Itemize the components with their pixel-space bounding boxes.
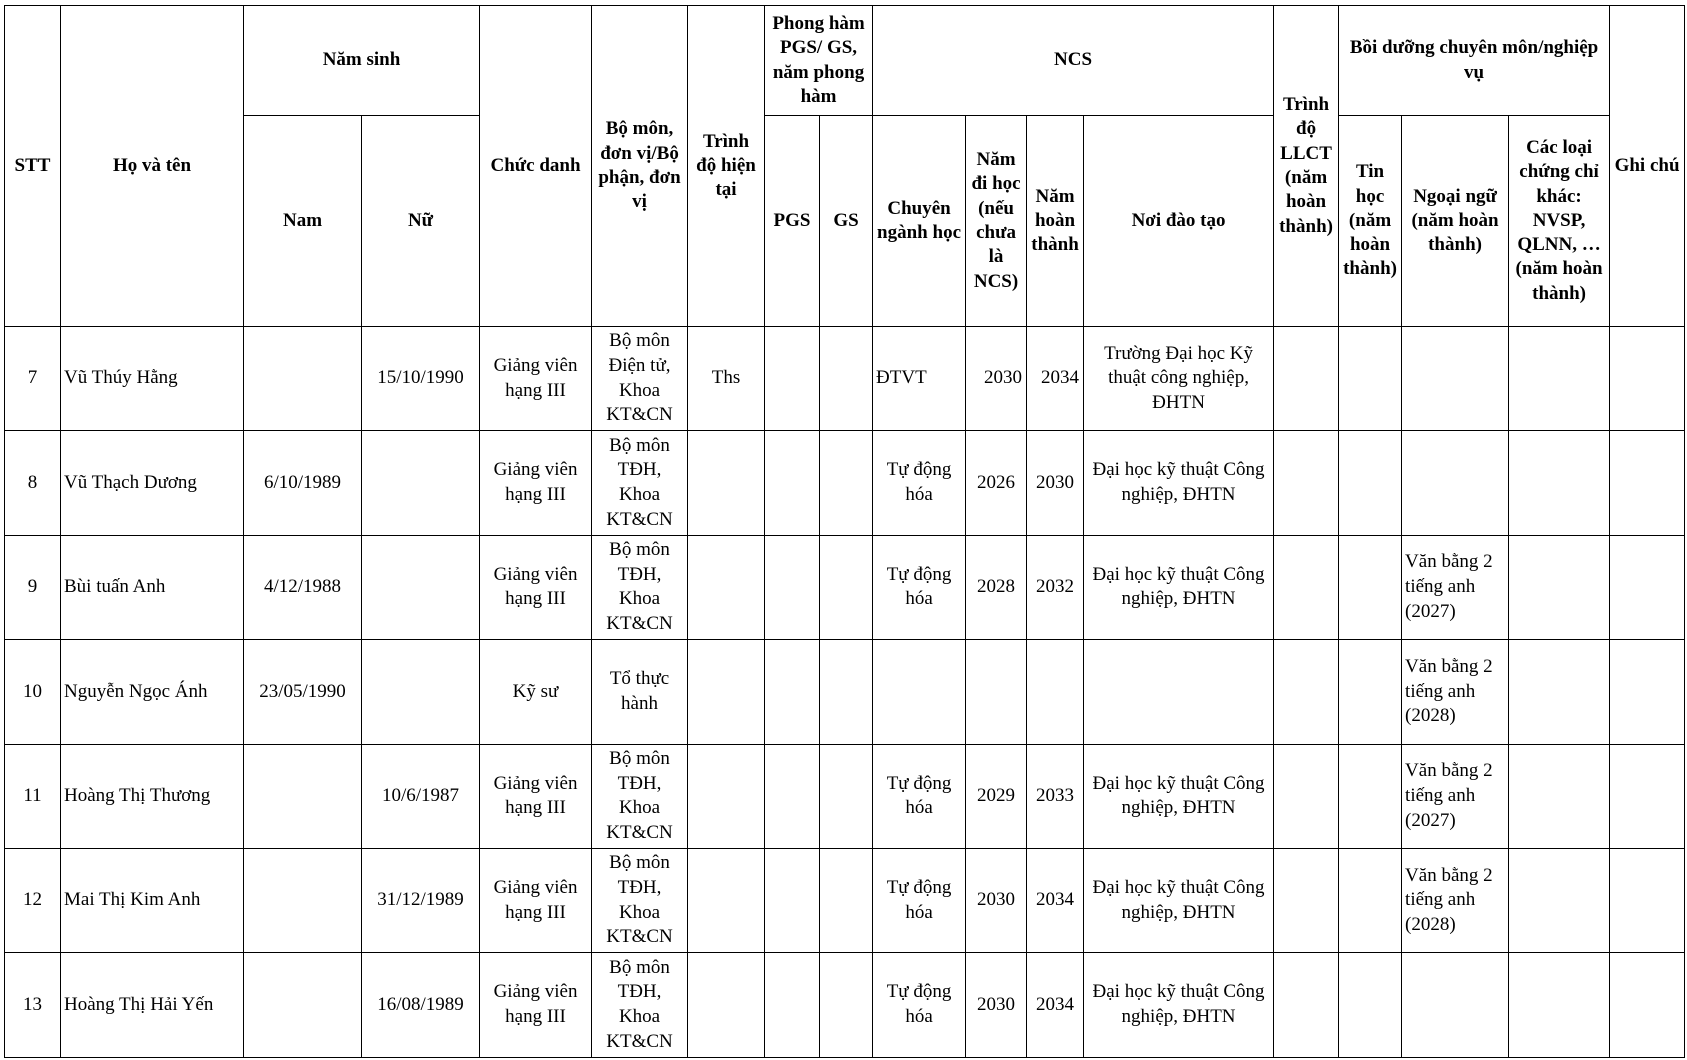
cell-chuyen-nganh: Tự động hóa (873, 431, 966, 535)
header-phong-ham: Phong hàm PGS/ GS, năm phong hàm (765, 6, 873, 116)
cell-llct (1274, 535, 1339, 639)
cell-nu: 16/08/1989 (362, 953, 480, 1057)
cell-nam-di-hoc: 2026 (966, 431, 1027, 535)
cell-nam: 23/05/1990 (244, 640, 362, 744)
cell-ngoai-ngu (1402, 431, 1509, 535)
header-trinh-do-llct: Trình độ LLCT (năm hoàn thành) (1274, 6, 1339, 327)
cell-gs (820, 640, 873, 744)
header-nu: Nữ (362, 116, 480, 327)
cell-bo-mon: Bộ môn TĐH, Khoa KT&CN (592, 535, 688, 639)
cell-noi-dao-tao: Đại học kỹ thuật Công nghiệp, ĐHTN (1084, 744, 1274, 848)
table-row (5, 431, 1685, 535)
cell-ngoai-ngu: Văn bằng 2 tiếng anh (2027) (1402, 535, 1509, 639)
cell-nam (244, 953, 362, 1057)
cell-trinh-do (688, 848, 765, 952)
cell-nam-di-hoc: 2030 (966, 953, 1027, 1057)
cell-bo-mon: Tổ thực hành (592, 640, 688, 744)
cell-ho-ten: Hoàng Thị Thương (61, 744, 244, 848)
cell-nam-hoan-thanh: 2034 (1027, 953, 1084, 1057)
table-row (5, 535, 1685, 639)
table-row (5, 327, 1685, 431)
cell-noi-dao-tao: Trường Đại học Kỹ thuật công nghiệp, ĐHTN (1084, 327, 1274, 431)
cell-nam (244, 848, 362, 952)
cell-ghi-chu (1610, 327, 1685, 431)
cell-chuyen-nganh: ĐTVT (873, 327, 966, 431)
header-gs: GS (820, 116, 873, 327)
cell-nam-di-hoc: 2030 (966, 848, 1027, 952)
cell-trinh-do (688, 431, 765, 535)
header-ngoai-ngu: Ngoại ngữ (năm hoàn thành) (1402, 116, 1509, 327)
cell-nam-hoan-thanh: 2032 (1027, 535, 1084, 639)
cell-gs (820, 431, 873, 535)
cell-ghi-chu (1610, 431, 1685, 535)
cell-nam-di-hoc: 2030 (966, 327, 1027, 431)
cell-bo-mon: Bộ môn TĐH, Khoa KT&CN (592, 848, 688, 952)
cell-llct (1274, 640, 1339, 744)
cell-ghi-chu (1610, 744, 1685, 848)
cell-bo-mon: Bộ môn Điện tử, Khoa KT&CN (592, 327, 688, 431)
header-cac-loai-chung-chi: Các loại chứng chỉ khác: NVSP, QLNN, …(năm hoàn thành) (1509, 116, 1610, 327)
cell-ho-ten: Vũ Thạch Dương (61, 431, 244, 535)
cell-noi-dao-tao (1084, 640, 1274, 744)
cell-nu: 31/12/1989 (362, 848, 480, 952)
cell-tin-hoc (1339, 431, 1402, 535)
cell-chuc-danh: Giảng viên hạng III (480, 535, 592, 639)
cell-nam-di-hoc: 2029 (966, 744, 1027, 848)
header-chuyen-nganh: Chuyên ngành học (873, 116, 966, 327)
cell-pgs (765, 744, 820, 848)
table-row (5, 744, 1685, 848)
cell-nu (362, 431, 480, 535)
cell-chuc-danh: Giảng viên hạng III (480, 327, 592, 431)
cell-bo-mon: Bộ môn TĐH, Khoa KT&CN (592, 953, 688, 1057)
header-ghi-chu: Ghi chú (1610, 6, 1685, 327)
cell-ngoai-ngu (1402, 327, 1509, 431)
cell-nu: 10/6/1987 (362, 744, 480, 848)
cell-llct (1274, 744, 1339, 848)
header-noi-dao-tao: Nơi đào tạo (1084, 116, 1274, 327)
cell-ghi-chu (1610, 640, 1685, 744)
cell-trinh-do (688, 640, 765, 744)
cell-chung-chi (1509, 535, 1610, 639)
header-boi-duong: Bồi dưỡng chuyên môn/nghiệp vụ (1339, 6, 1610, 116)
table-row (5, 953, 1685, 1057)
cell-gs (820, 535, 873, 639)
cell-nu: 15/10/1990 (362, 327, 480, 431)
cell-chuyen-nganh: Tự động hóa (873, 848, 966, 952)
cell-ngoai-ngu: Văn bằng 2 tiếng anh (2028) (1402, 640, 1509, 744)
cell-nu (362, 535, 480, 639)
cell-chung-chi (1509, 431, 1610, 535)
cell-chuyen-nganh (873, 640, 966, 744)
cell-nam-hoan-thanh: 2033 (1027, 744, 1084, 848)
cell-stt: 13 (5, 953, 61, 1057)
header-tin-hoc: Tin học (năm hoàn thành) (1339, 116, 1402, 327)
cell-stt: 8 (5, 431, 61, 535)
cell-llct (1274, 431, 1339, 535)
cell-trinh-do (688, 953, 765, 1057)
cell-pgs (765, 640, 820, 744)
cell-chuc-danh: Giảng viên hạng III (480, 744, 592, 848)
cell-ghi-chu (1610, 848, 1685, 952)
cell-stt: 9 (5, 535, 61, 639)
cell-chuyen-nganh: Tự động hóa (873, 744, 966, 848)
cell-pgs (765, 535, 820, 639)
cell-stt: 11 (5, 744, 61, 848)
cell-nam-di-hoc (966, 640, 1027, 744)
table-row (5, 848, 1685, 952)
table-row (5, 640, 1685, 744)
cell-tin-hoc (1339, 744, 1402, 848)
cell-bo-mon: Bộ môn TĐH, Khoa KT&CN (592, 431, 688, 535)
cell-nam-di-hoc: 2028 (966, 535, 1027, 639)
cell-pgs (765, 953, 820, 1057)
cell-noi-dao-tao: Đại học kỹ thuật Công nghiệp, ĐHTN (1084, 953, 1274, 1057)
cell-nam-hoan-thanh (1027, 640, 1084, 744)
cell-trinh-do (688, 744, 765, 848)
cell-tin-hoc (1339, 848, 1402, 952)
cell-stt: 7 (5, 327, 61, 431)
cell-stt: 10 (5, 640, 61, 744)
cell-ngoai-ngu: Văn bằng 2 tiếng anh (2028) (1402, 848, 1509, 952)
cell-pgs (765, 327, 820, 431)
cell-noi-dao-tao: Đại học kỹ thuật Công nghiệp, ĐHTN (1084, 848, 1274, 952)
cell-trinh-do: Ths (688, 327, 765, 431)
cell-ghi-chu (1610, 535, 1685, 639)
cell-pgs (765, 848, 820, 952)
cell-nam (244, 327, 362, 431)
cell-tin-hoc (1339, 640, 1402, 744)
cell-llct (1274, 848, 1339, 952)
cell-chung-chi (1509, 640, 1610, 744)
cell-gs (820, 848, 873, 952)
cell-ho-ten: Mai Thị Kim Anh (61, 848, 244, 952)
header-bo-mon: Bộ môn, đơn vị/Bộ phận, đơn vị (592, 6, 688, 327)
cell-ho-ten: Nguyễn Ngọc Ánh (61, 640, 244, 744)
header-ncs: NCS (873, 6, 1274, 116)
header-trinh-do: Trình độ hiện tại (688, 6, 765, 327)
cell-chung-chi (1509, 327, 1610, 431)
header-pgs: PGS (765, 116, 820, 327)
cell-nam-hoan-thanh: 2034 (1027, 327, 1084, 431)
header-stt: STT (5, 6, 61, 327)
cell-nu (362, 640, 480, 744)
cell-nam: 4/12/1988 (244, 535, 362, 639)
cell-chuc-danh: Kỹ sư (480, 640, 592, 744)
cell-noi-dao-tao: Đại học kỹ thuật Công nghiệp, ĐHTN (1084, 431, 1274, 535)
cell-ho-ten: Bùi tuấn Anh (61, 535, 244, 639)
table-header (5, 6, 1685, 327)
header-nam-di-hoc: Năm đi học (nếu chưa là NCS) (966, 116, 1027, 327)
cell-gs (820, 327, 873, 431)
cell-chung-chi (1509, 953, 1610, 1057)
cell-chuc-danh: Giảng viên hạng III (480, 953, 592, 1057)
cell-chung-chi (1509, 744, 1610, 848)
cell-ho-ten: Vũ Thúy Hằng (61, 327, 244, 431)
cell-nam-hoan-thanh: 2034 (1027, 848, 1084, 952)
header-nam: Nam (244, 116, 362, 327)
cell-ghi-chu (1610, 953, 1685, 1057)
cell-tin-hoc (1339, 953, 1402, 1057)
table-body (5, 327, 1685, 1058)
cell-gs (820, 953, 873, 1057)
cell-chuyen-nganh: Tự động hóa (873, 535, 966, 639)
cell-ho-ten: Hoàng Thị Hải Yến (61, 953, 244, 1057)
cell-stt: 12 (5, 848, 61, 952)
cell-ngoai-ngu: Văn bằng 2 tiếng anh (2027) (1402, 744, 1509, 848)
cell-chung-chi (1509, 848, 1610, 952)
cell-pgs (765, 431, 820, 535)
cell-nam: 6/10/1989 (244, 431, 362, 535)
header-ho-ten: Họ và tên (61, 6, 244, 327)
header-chuc-danh: Chức danh (480, 6, 592, 327)
cell-tin-hoc (1339, 535, 1402, 639)
cell-llct (1274, 953, 1339, 1057)
cell-chuc-danh: Giảng viên hạng III (480, 431, 592, 535)
header-nam-sinh: Năm sinh (244, 6, 480, 116)
cell-ngoai-ngu (1402, 953, 1509, 1057)
cell-chuyen-nganh: Tự động hóa (873, 953, 966, 1057)
cell-trinh-do (688, 535, 765, 639)
cell-bo-mon: Bộ môn TĐH, Khoa KT&CN (592, 744, 688, 848)
cell-chuc-danh: Giảng viên hạng III (480, 848, 592, 952)
cell-noi-dao-tao: Đại học kỹ thuật Công nghiệp, ĐHTN (1084, 535, 1274, 639)
staff-table (4, 5, 1685, 1058)
cell-llct (1274, 327, 1339, 431)
cell-gs (820, 744, 873, 848)
cell-nam (244, 744, 362, 848)
cell-tin-hoc (1339, 327, 1402, 431)
cell-nam-hoan-thanh: 2030 (1027, 431, 1084, 535)
header-nam-hoan-thanh: Năm hoàn thành (1027, 116, 1084, 327)
